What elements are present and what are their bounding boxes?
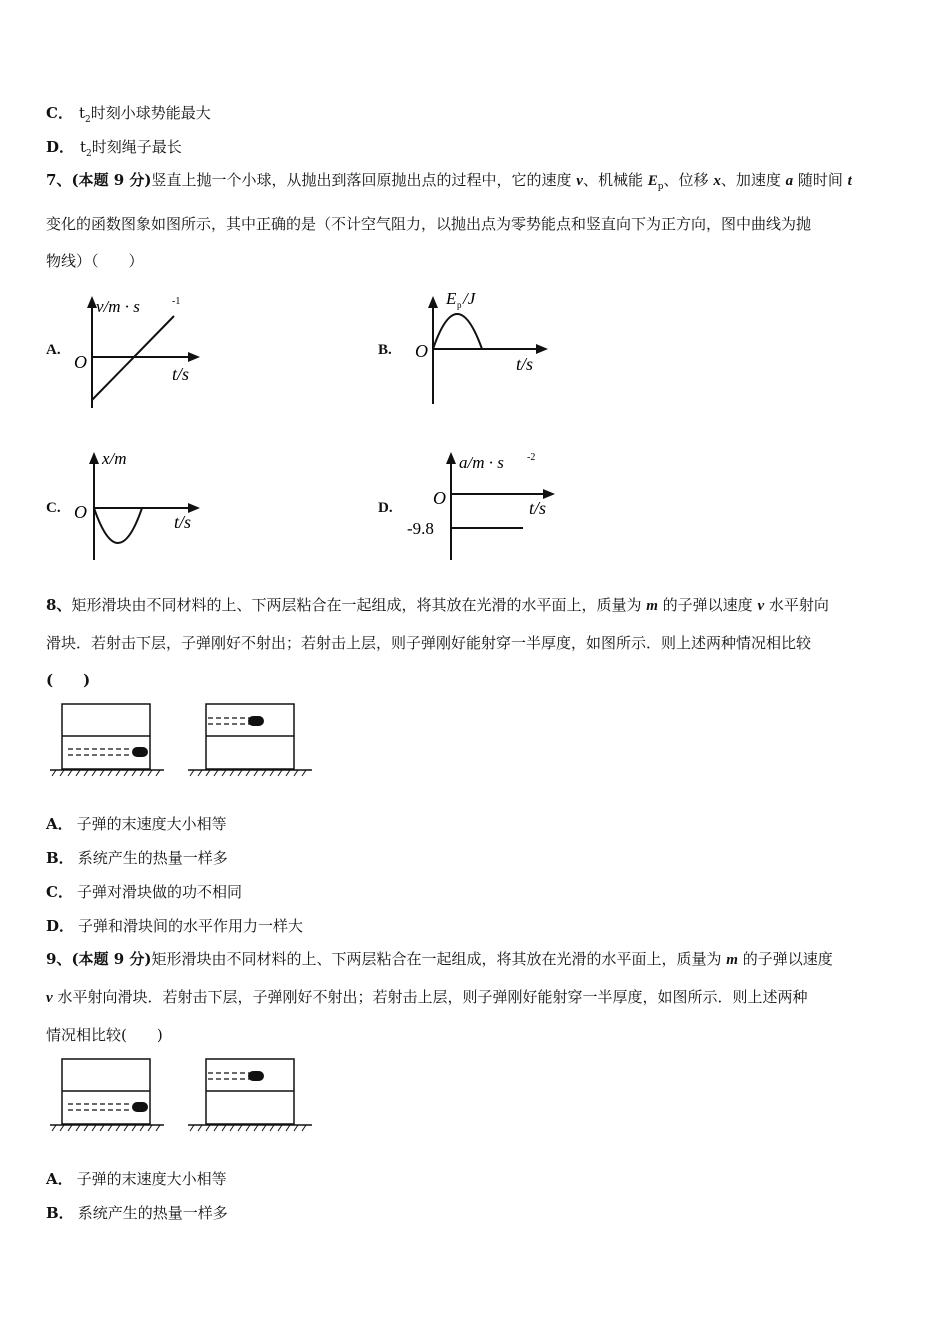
q6-option-d: D． $t_2$时刻绳子最长: [46, 138, 182, 159]
graph-a-label: A.: [46, 342, 61, 358]
graph-b-xlabel: t/s: [516, 354, 534, 374]
graph-c-displacement-curve: [94, 508, 142, 543]
q7-line2: 变化的函数图象如图所示，其中正确的是（不计空气阻力，以抛出点为零势能点和竖直向下为正方向，图中曲线为抛: [46, 215, 812, 233]
graph-c-label: C.: [46, 500, 61, 516]
q8-right-hatch: [190, 770, 306, 776]
q8-line2: 滑块．若射击下层，子弹刚好不射出；若射击上层，则子弹刚好能射穿一半厚度，如图所示．则上述两种情况相比较: [46, 634, 812, 652]
q7-line3: 物线）（ ）: [46, 252, 144, 270]
graph-a-origin: O: [74, 352, 87, 372]
graph-a-xlabel: t/s: [172, 364, 190, 384]
q9-option-b: B． 系统产生的热量一样多: [46, 1204, 228, 1222]
graph-a-x-arrow: [188, 352, 200, 362]
graph-a: [70, 290, 210, 415]
q8-stem: [46, 587, 911, 699]
graph-d: [405, 446, 565, 566]
q9-right-bullet: [248, 1071, 264, 1081]
q9-left-hatch: [52, 1125, 160, 1131]
graph-b-ylabel: E: [446, 289, 457, 308]
q8-left-bullet: [132, 747, 148, 757]
q9-left-bullet: [132, 1102, 148, 1112]
graph-b-y-arrow: [428, 296, 438, 308]
q9-line2: v 水平射向滑块．若射击下层，子弹刚好不射出；若射击上层，则子弹刚好能射穿一半厚度，如图所示．则上述两种: [46, 988, 808, 1006]
graph-d-y-arrow: [446, 452, 456, 464]
q9-stem: [46, 941, 911, 1054]
graph-c-ylabel: x/m: [102, 449, 127, 468]
graph-c: [70, 446, 215, 566]
graph-a-ylabel: v/m · s: [96, 297, 140, 316]
q8-option-d: D． 子弹和滑块间的水平作用力一样大: [46, 917, 304, 935]
q6-option-c: C． $t_2$时刻小球势能最大: [46, 104, 211, 125]
q8-option-a: A． 子弹的末速度大小相等: [46, 815, 227, 833]
graph-c-origin: O: [74, 502, 87, 522]
q8-left-hatch: [52, 770, 160, 776]
q9-right-hatch: [190, 1125, 306, 1131]
graph-c-xlabel: t/s: [174, 512, 192, 532]
graph-b-ysub: p: [457, 300, 462, 310]
q8-option-c: C． 子弹对滑块做的功不相同: [46, 883, 242, 901]
graph-d-xlabel: t/s: [529, 498, 547, 518]
q9-block-diagram: [46, 1055, 316, 1135]
graph-d-origin: O: [433, 488, 446, 508]
graph-b-origin: O: [415, 341, 428, 361]
graph-b-yunit: /J: [463, 289, 476, 308]
graph-c-y-arrow: [89, 452, 99, 464]
graph-b-label: B.: [378, 342, 392, 358]
graph-b: [410, 284, 560, 412]
graph-d-label: D.: [378, 500, 393, 516]
q7-stem: [46, 162, 911, 280]
graph-b-energy-curve: [433, 314, 482, 349]
graph-a-yexp: -1: [172, 296, 181, 307]
q8-block-diagram: [46, 700, 316, 780]
q7-line1: 7、(本题 9 分)竖直上抛一个小球，从抛出到落回原抛出点的过程中，它的速度 v、机械能 $E_p$、位移 x、加速度 a 随时间 t: [46, 171, 852, 192]
q8-option-b: B． 系统产生的热量一样多: [46, 849, 228, 867]
q8-right-bullet: [248, 716, 264, 726]
graph-d-yexp: -2: [527, 452, 536, 463]
q8-line3: ( ): [46, 671, 91, 689]
q8-line1: 8、矩形滑块由不同材料的上、下两层粘合在一起组成，将其放在光滑的水平面上，质量为 m 的子弹以速度 v 水平射向: [46, 596, 829, 614]
q9-line3: 情况相比较( ): [46, 1026, 163, 1044]
q9-option-a: A． 子弹的末速度大小相等: [46, 1170, 227, 1188]
graph-b-x-arrow: [536, 344, 548, 354]
graph-d-ylabel: a/m · s: [459, 453, 504, 472]
graph-d-value: -9.8: [407, 519, 434, 538]
q9-line1: 9、(本题 9 分)矩形滑块由不同材料的上、下两层粘合在一起组成，将其放在光滑的水平面上，质量为 m 的子弹以速度: [46, 950, 833, 968]
